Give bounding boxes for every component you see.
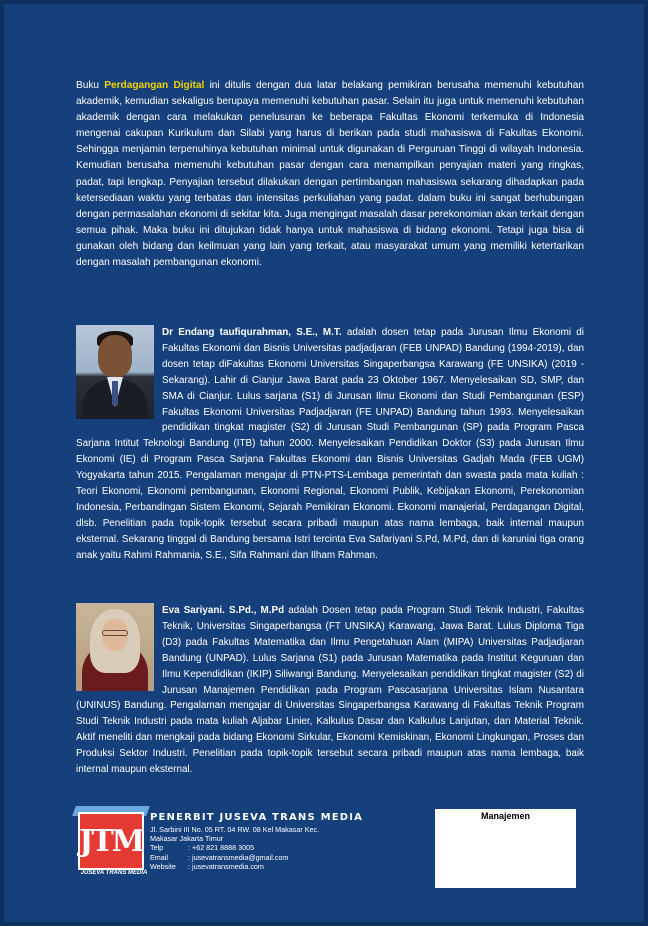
author-bio-1 [76,325,584,564]
contact-value: : jusevatransmedia@gmail.com [188,852,289,862]
contact-row-email [150,853,288,862]
blurb-prefix: Buku [76,80,105,91]
publisher-info [150,812,420,871]
category-box [435,809,576,888]
contact-row-website [150,862,288,871]
category-label: Manajemen [480,811,531,821]
publisher-address-line-1: Jl. Sarbini III No. 05 RT. 04 RW. 08 Kel Makasar Kec. [150,825,320,834]
back-cover-blurb [76,78,584,271]
contact-key: Email [150,852,168,862]
contact-value: : +62 821 8888 3005 [188,843,255,853]
author-photo-1 [76,325,154,419]
contact-row-phone [150,843,288,852]
contact-key: Telp [150,843,164,853]
contact-key: Website [150,861,176,871]
author-bio-2 [76,603,584,778]
author-name-1: Dr Endang taufiqurahman, S.E., M.T. [162,327,342,338]
author-name-2: Eva Sariyani. S.Pd., M.Pd [162,605,285,616]
book-title-highlight: Perdagangan Digital [104,80,205,91]
logo-tagline: JUSEVA TRANS MEDIA [80,870,148,876]
logo-mark: JTM [78,812,144,870]
author-photo-2 [76,603,154,691]
author-bio-text-2: adalah Dosen tetap pada Program Studi Teknik Industri, Fakultas Teknik, Universitas Singaperbangsa (FT UNSIKA) Karawang, Jawa Barat. Lulus Diploma Tiga (D3) pada Fakultas Matematika dan Ilmu Pengetahuan Alam (MIPA) Universitas Padjadjaran Bandung (UNPAD). Lulus Sarjana (S1) pada Jurusan Matematika pada Institut Keguruan dan Ilmu Kependidikan (IKIP) Siliwangi Bandung. Menyelesaikan pendidikan tingkat magister (S2) di Jurusan Manajemen Pendidikan pada Program Pascasarjana Universitas Islam Nusantara (UNINUS) Bandung. Pengalaman mengajar di Universitas Singaperbangsa Karawang di Fakultas Teknik Program Studi Teknik Industri pada mata kuliah Aljabar Linier, Kalkulus Dasar dan Kalkulus Lanjutan, dan Material Teknik. Aktif meneliti dan mengkaji pada bidang Ekonomi Sirkular, Ekonomi Kemiskinan, Ekonomi Lingkungan, Proses dan Produksi Sektor Industri. Penelitian pada topik-topik tersebut secara pribadi maupun atas nama lembaga, baik internal maupun eksternal. [76,605,585,776]
publisher-name: PENERBIT JUSEVA TRANS MEDIA [150,812,364,823]
publisher-contacts [150,843,288,871]
author-bio-text-1: adalah dosen tetap pada Jurusan Ilmu Ekonomi di Fakultas Ekonomi dan Bisnis Universitas padjadjaran (FEB UNPAD) Bandung (1994-2019), dan dosen tetap diFakultas Ekonomi Universitas Singaperbangsa Karawang (FE UNSIKA) (2019 -Sekarang). Lahir di Cianjur Jawa Barat pada 23 Oktober 1967. Menyelesaikan SD, SMP, dan SMA di Cianjur. Lulus sarjana (S1) di Jurusan Ilmu Ekonomi dan Studi Pembangunan (ESP) Fakultas Ekonomi Universitas Padjadjaran (FE UNPAD) Bandung tahun 1993. Menyelesaikan pendidikan tingkat magister (S2) di Jurusan Studi Pembangunan (SP) pada Program Pasca Sarjana Intitut Teknologi Bandung (ITB) tahun 2000. Menyelesaikan Pendidikan Doktor (S3) pada Jurusan Ilmu Ekonomi (IE) di Program Pasca Sarjana Fakultas Ekonomi dan Bisnis Universitas Gadjah Mada (FEB UGM) Yogyakarta tahun 2015. Pengalaman mengajar di PTN-PTS-Lembaga pemerintah dan swasta pada mata kuliah : Teori Ekonomi, Ekonomi pembangunan, Ekonomi Regional, Ekonomi Publik, Kebijakan Ekonomi, Perekonomian Indonesia, Perbandingan Sistem Ekonomi, Sejarah Pemikiran Ekonomi. Ekonomi manajerial, Perdagangan Digital, dlsb. Penelitian pada topik-topik tersebut secara pribadi maupun atas nama lembaga, baik internal maupun eksternal. Sekarang tinggal di Bandung bersama Istri tercinta Eva Safariyani S.Pd, M.Pd, dan di karuniai tiga orang anak yaitu Rahmi Rahmania, S.E., Sifa Rahmani dan Ilham Rahman. [76,327,584,561]
publisher-logo [78,812,148,878]
blurb-body: ini ditulis dengan dua latar belakang pemikiran berusaha memenuhi kebutuhan akademik, kemudian sekaligus berupaya memenuhi kebutuhan pasar. Selain itu juga untuk memenuhi kebutuhan akademik dengan cara melakukan penelusuran ke beberapa Fakultas Ekonomi terkemuka di Indonesia mengenai cakupan Kurikulum dan Silabi yang harus di berikan pada studi mahasiswa di Fakultas Ekonomi. Sehingga menjamin terpenuhinya kebutuhan minimal untuk digunakan di Perguruan Tinggi di wilayah Indonesia. Kemudian berusaha memenuhi kebutuhan pasar dengan cara menampilkan penyajian materi yang ringkas, padat, tapi lengkap. Penyajian tersebut dilakukan dengan pertimbangan mahasiswa sekarang dihadapkan pada ketersediaan waktu yang terbatas dan intensitas perkuliahan yang padat. dalam buku ini sangat berhubungan dengan permasalahan ekonomi di sekitar kita. Juga mengingat masalah dasar perekonomian akan terkait dengan semua pihak. Maka buku ini ditujukan tidak hanya untuk mahasiswa di bidang ekonomi. Tetapi juga bisa di gunakan oleh bidang dan keilmuan yang lain yang terkait, atau masyarakat umum yang memiliki ketertarikan dengan masalah pembangunan ekonomi. [76,80,585,269]
publisher-address-line-2: Makasar Jakarta Timur [150,834,224,844]
contact-value: : jusevatransmedia.com [188,861,264,871]
